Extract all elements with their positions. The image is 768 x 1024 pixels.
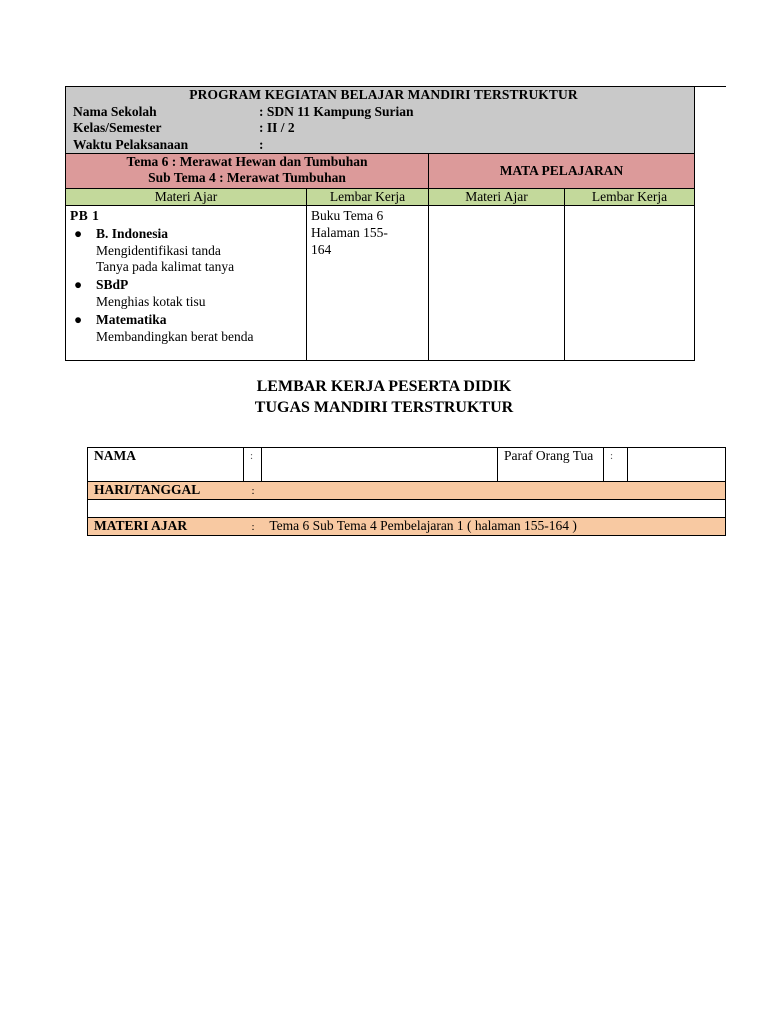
name-colon: : [244,448,262,482]
subject-desc: Mengidentifikasi tanda Tanya pada kalimat tanya [96,242,235,275]
time-row [73,137,694,154]
date-colon: : [251,485,255,497]
program-title: PROGRAM KEGIATAN BELAJAR MANDIRI TERSTRUKTUR [189,87,578,102]
subject-item [74,277,302,311]
worksheet-title: LEMBAR KERJA PESERTA DIDIK [256,378,512,395]
subject-name: B. Indonesia [96,225,169,241]
time-label: Waktu Pelaksanaan [73,136,189,152]
lembar-content-2 [565,206,695,361]
bullet-icon: ● [74,225,83,241]
subject-item [74,225,302,276]
subject-desc: Menghias kotak tisu [96,293,206,309]
time-value: : [259,136,264,152]
name-label: NAMA [88,448,244,482]
subject-item [74,311,302,346]
material-row [88,518,726,536]
mapel-heading: MATA PELAJARAN [429,154,695,189]
materi-content-2 [429,206,565,361]
class-row [73,120,694,137]
parent-sign-field[interactable] [628,448,726,482]
worksheet-reference: Buku Tema 6 Halaman 155-164 [311,208,388,257]
col-materi-ajar: Materi Ajar [66,189,307,206]
class-label: Kelas/Semester [73,120,162,135]
school-label: Nama Sekolah [73,103,157,119]
pb-label: PB 1 [70,208,100,223]
col-lembar-kerja: Lembar Kerja [307,189,429,206]
material-colon: : [251,521,255,533]
worksheet-subtitle: TUGAS MANDIRI TERSTRUKTUR [254,399,514,416]
school-row [73,104,694,121]
subtheme-title: Sub Tema 4 : Merawat Tumbuhan [148,169,346,185]
material-value: Tema 6 Sub Tema 4 Pembelajaran 1 ( halaman 155-164 ) [269,518,577,533]
bullet-icon: ● [74,277,83,293]
subject-name: SBdP [96,277,129,293]
student-form-table [87,447,726,536]
name-field[interactable] [262,448,498,482]
subject-name: Matematika [96,311,167,327]
lembar-content [307,206,429,361]
program-table [65,86,695,361]
subject-list [70,226,302,346]
date-label: HARI/TANGGAL [94,482,201,497]
theme-title: Tema 6 : Merawat Hewan dan Tumbuhan [126,154,368,169]
parent-sign-colon: : [604,448,628,482]
parent-sign-label: Paraf Orang Tua [498,448,604,482]
material-label: MATERI AJAR [94,518,188,533]
col-lembar-kerja-2: Lembar Kerja [565,189,695,206]
date-row[interactable] [88,482,726,500]
materi-content [66,206,307,361]
school-value: : SDN 11 Kampung Surian [259,103,414,119]
program-header [66,87,695,154]
col-materi-ajar-2: Materi Ajar [429,189,565,206]
theme-cell [66,154,429,189]
subject-desc: Membandingkan berat benda [96,328,254,344]
class-value: : II / 2 [259,120,295,135]
bullet-icon: ● [74,311,83,327]
blank-row [88,500,726,518]
